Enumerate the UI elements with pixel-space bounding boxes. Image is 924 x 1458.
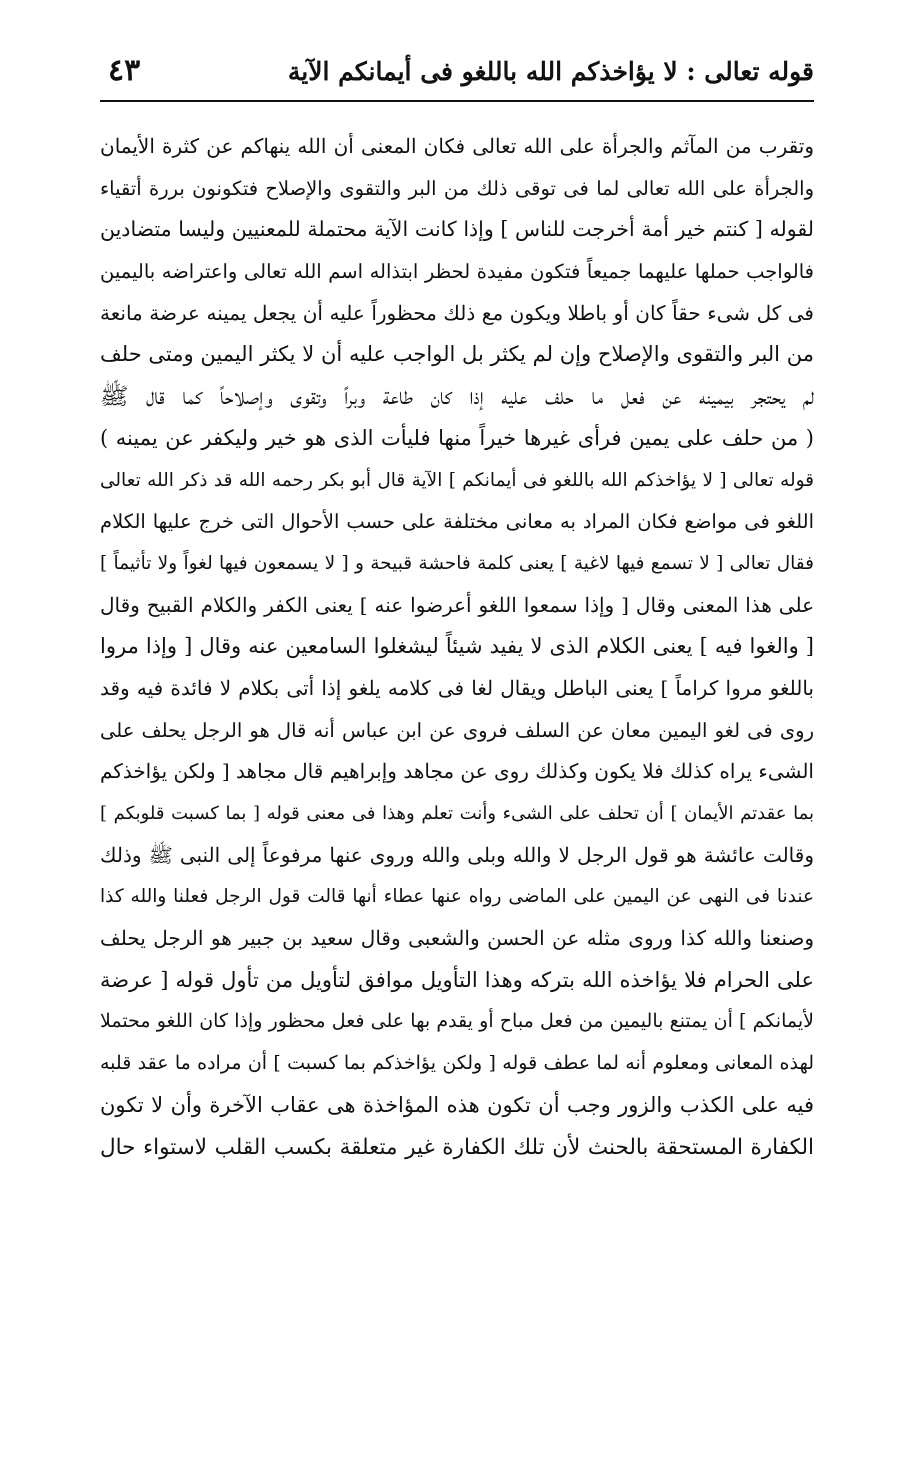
text-line: اللغو فى مواضع فكان المراد به معانى مختلفة على حسب الأحوال التى خرج عليها الكلام xyxy=(100,510,814,534)
text-line: لهذه المعانى ومعلوم أنه لما عطف قوله [ ولكن يؤاخذكم بما كسبت ] أن مراده ما عقد قلبه xyxy=(100,1052,814,1075)
section-heading-line: قوله تعالى [ لا يؤاخذكم الله باللغو فى أيمانكم ] الآية قال أبو بكر رحمه الله قد ذكر الله تعالى xyxy=(100,469,814,491)
text-line: من البر والتقوى والإصلاح وإن لم يكثر بل الواجب عليه أن لا يكثر اليمين ومتى حلف xyxy=(100,342,814,367)
header-divider xyxy=(100,100,814,102)
text-line: وتقرب من المآثم والجرأة على الله تعالى فكان المعنى أن الله ينهاكم عن كثرة الأيمان xyxy=(100,134,814,158)
text-line: روى فى لغو اليمين معان عن السلف فروى عن ابن عباس أنه قال هو الرجل يحلف على xyxy=(100,718,814,742)
text-line: فقال تعالى [ لا تسمع فيها لاغية ] يعنى كلمة فاحشة قبيحة و [ لا يسمعون فيها لغواً ولا تأثيماً ] xyxy=(100,552,814,574)
text-line: لم يحتجر بيمينه عن فعل ما حلف عليه إذا كان طاعة وبراً وتقوى وإصلاحاً كما قال ﷺ xyxy=(100,382,814,411)
text-line: والجرأة على الله تعالى لما فى توقى ذلك من البر والتقوى والإصلاح فتكونون بررة أتقياء xyxy=(100,176,814,200)
text-line: لأيمانكم ] أن يمتنع باليمين من فعل مباح أو يقدم بها على فعل محظور وإذا كان اللغو محتملا xyxy=(100,1010,814,1033)
text-line: فيه على الكذب والزور وجب أن تكون هذه المؤاخذة هى عقاب الآخرة وأن لا تكون xyxy=(100,1092,814,1117)
text-line: [ والغوا فيه ] يعنى الكلام الذى لا يفيد شيئاً ليشغلوا السامعين عنه وقال [ وإذا مروا xyxy=(100,634,814,659)
page-header xyxy=(100,50,814,98)
page-number: ٤٣ xyxy=(108,53,141,88)
text-line: وصنعنا والله كذا وروى مثله عن الحسن والشعبى وقال سعيد بن جبير هو الرجل يحلف xyxy=(100,926,814,951)
text-line: فالواجب حملها عليهما جميعاً فتكون مفيدة لحظر ابتذاله اسم الله تعالى واعتراضه باليمين xyxy=(100,260,814,284)
text-line: على الحرام فلا يؤاخذه الله بتركه وهذا التأويل موافق لتأويل من تأول قوله [ عرضة xyxy=(100,967,814,992)
text-line: وقالت عائشة هو قول الرجل لا والله وبلى والله وروى عنها مرفوعاً إلى النبى ﷺ وذلك xyxy=(100,842,814,867)
text-line: لقوله [ كنتم خير أمة أخرجت للناس ] وإذا كانت الآية محتملة للمعنيين وليسا متضادين xyxy=(100,217,814,242)
text-line: الشىء يراه كذلك فلا يكون وكذلك روى عن مجاهد وإبراهيم قال مجاهد [ ولكن يؤاخذكم xyxy=(100,759,814,784)
running-title: قوله تعالى : لا يؤاخذكم الله باللغو فى أيمانكم الآية xyxy=(287,57,814,86)
text-line: فى كل شىء حقاً كان أو باطلا ويكون مع ذلك محظوراً عليه أن يجعل يمينه عرضة مانعة xyxy=(100,300,814,325)
text-line: عندنا فى النهى عن اليمين على الماضى رواه عنها عطاء أنها قالت قول الرجل فعلنا والله كذا xyxy=(100,886,814,908)
text-line: بما عقدتم الأيمان ] أن تحلف على الشىء وأنت تعلم وهذا فى معنى قوله [ بما كسبت قلوبكم ] xyxy=(100,803,814,824)
text-line: على هذا المعنى وقال [ وإذا سمعوا اللغو أعرضوا عنه ] يعنى الكفر والكلام القبيح وقال xyxy=(100,592,814,617)
body-text xyxy=(100,126,814,1168)
text-line: الكفارة المستحقة بالحنث لأن تلك الكفارة غير متعلقة بكسب القلب لاستواء حال xyxy=(100,1134,814,1160)
hadith-line: ( من حلف على يمين فرأى غيرها خيراً منها فليأت الذى هو خير وليكفر عن يمينه ) xyxy=(100,425,814,450)
text-line: باللغو مروا كراماً ] يعنى الباطل ويقال لغا فى كلامه يلغو إذا أتى بكلام لا فائدة فيه وقد xyxy=(100,675,814,700)
